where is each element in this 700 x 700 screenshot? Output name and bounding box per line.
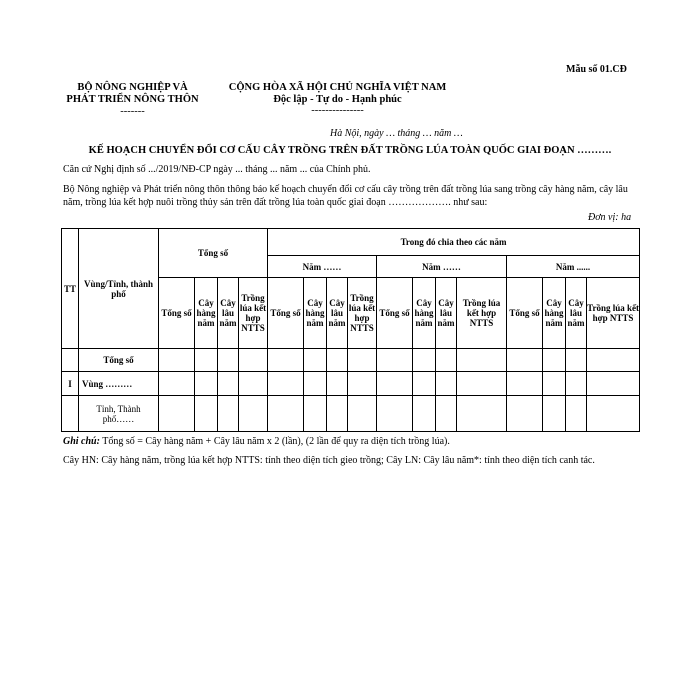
note-label: Ghi chú: (63, 436, 100, 447)
agency-line-1: BỘ NÔNG NGHIỆP VÀ (77, 82, 188, 93)
year-3-header: Năm ...... (507, 256, 640, 278)
year-1-header: Năm …… (268, 256, 377, 278)
agency-divider: ------- (120, 106, 145, 117)
sub-perennial-header: Cây lâu năm (327, 278, 348, 349)
sub-annual-header: Cây hàng năm (304, 278, 327, 349)
row-province-label: Tỉnh, Thành phố…… (79, 396, 159, 432)
year-2-header: Năm …… (377, 256, 507, 278)
sub-total-header: Tổng số (159, 278, 195, 349)
sub-total-header: Tổng số (268, 278, 304, 349)
table-row-province (62, 396, 640, 432)
unit-label: Đơn vị: ha (588, 212, 632, 223)
agency-line-2: PHÁT TRIỂN NÔNG THÔN (66, 94, 199, 105)
nation-divider: --------------- (311, 105, 364, 116)
sub-rice-ntts-header: Trồng lúa kết hợp NTTS (348, 278, 377, 349)
sub-rice-ntts-header: Trồng lúa kết hợp NTTS (457, 278, 507, 349)
nation-motto: Độc lập - Tự do - Hạnh phúc (273, 94, 402, 105)
sub-perennial-header: Cây lâu năm (436, 278, 457, 349)
form-number: Mẫu số 01.CĐ (566, 64, 627, 75)
dateline: Hà Nội, ngày … tháng … năm … (330, 128, 463, 139)
sub-perennial-header: Cây lâu năm (566, 278, 587, 349)
sub-rice-ntts-header: Trồng lúa kết hợp NTTS (239, 278, 268, 349)
sub-annual-header: Cây hàng năm (413, 278, 436, 349)
sub-total-header: Tổng số (377, 278, 413, 349)
note-formula-text: Tổng số = Cây hàng năm + Cây lâu năm x 2 (lần), (2 lần để quy ra diện tích trồng lúa). (99, 436, 450, 447)
document-title: KẾ HOẠCH CHUYỂN ĐỔI CƠ CẤU CÂY TRỒNG TRÊN ĐẤT TRỒNG LÚA TOÀN QUỐC GIAI ĐOẠN ………. (88, 145, 612, 156)
sub-rice-ntts-header: Trồng lúa kết hợp NTTS (587, 278, 640, 349)
row-region-number: I (62, 372, 79, 396)
table-row-total (62, 349, 640, 372)
col-total-header: Tổng số (159, 229, 268, 278)
national-heading (205, 82, 470, 116)
row-region-label: Vùng ……… (79, 372, 159, 396)
sub-annual-header: Cây hàng năm (543, 278, 566, 349)
nation-name: CỘNG HÒA XÃ HỘI CHỦ NGHĨA VIỆT NAM (228, 82, 447, 93)
col-breakdown-header: Trong đó chia theo các năm (268, 229, 640, 256)
sub-total-header: Tổng số (507, 278, 543, 349)
issuing-agency (60, 82, 205, 118)
header-row-1 (62, 229, 640, 256)
legal-basis: Căn cứ Nghị định số .../2019/NĐ-CP ngày ... tháng ... năm ... của Chính phủ. (63, 164, 371, 175)
note-formula (63, 436, 450, 447)
note-definitions: Cây HN: Cây hàng năm, trồng lúa kết hợp NTTS: tính theo diện tích gieo trồng; Cây LN: Cây lâu năm*: tính theo diện tích canh tác. (63, 455, 595, 466)
plan-table (61, 228, 640, 432)
col-tt-header: TT (62, 229, 79, 349)
col-region-header: Vùng/Tỉnh, thành phố (79, 229, 159, 349)
sub-perennial-header: Cây lâu năm (218, 278, 239, 349)
sub-annual-header: Cây hàng năm (195, 278, 218, 349)
row-total-label: Tổng số (79, 349, 159, 372)
intro-paragraph: Bộ Nông nghiệp và Phát triển nông thôn thông báo kế hoạch chuyển đổi cơ cấu cây trồng trên đất trồng lúa sang trồng cây hàng năm, cây lâu năm, trồng lúa kết hợp nuôi trồng thủy sản trên đất trồng lúa toàn quốc giai đoạn ………………. như sau: (63, 184, 628, 208)
table-row-region (62, 372, 640, 396)
